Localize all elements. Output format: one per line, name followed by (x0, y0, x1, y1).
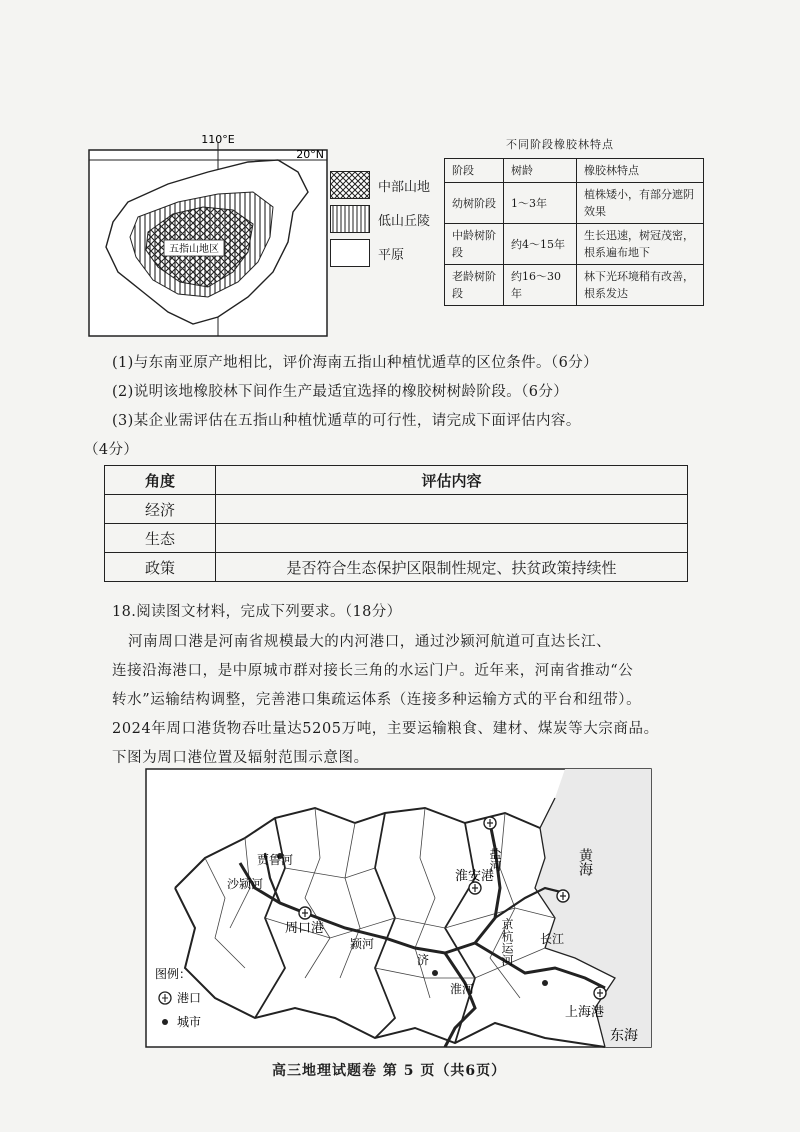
age-cell: 约4～15年 (504, 224, 577, 265)
feature-cell: 林下光环境稍有改善，根系发达 (577, 265, 704, 306)
header-cell: 评估内容 (216, 466, 688, 495)
stage-cell: 老龄树阶段 (445, 265, 504, 306)
table-row (445, 265, 704, 306)
table-row (445, 183, 704, 224)
aspect-cell: 经济 (105, 495, 216, 524)
region-label: 五指山地区 (169, 244, 219, 255)
legend-item-plain (330, 236, 430, 270)
zhoukou-port-map (145, 768, 652, 1048)
longitude-label: 110°E (201, 133, 235, 146)
port-marker-shanghai (594, 987, 606, 999)
hainan-terrain-map (88, 132, 328, 337)
feature-cell: 生长迅速，树冠茂密，根系遍布地下 (577, 224, 704, 265)
east-sea-label: 东海 (610, 1028, 638, 1044)
shanghai-port-label: 上海港 (565, 1005, 605, 1020)
huaian-port-label: 淮安港 (455, 869, 495, 884)
yangtze-river-label: 长江 (540, 932, 565, 946)
header-cell: 橡胶林特点 (577, 159, 704, 183)
legend-label: 低山丘陵 (378, 213, 431, 229)
terrain-legend (330, 168, 430, 270)
header-cell: 阶段 (445, 159, 504, 183)
yan-river-label: 盐河 (488, 848, 502, 872)
stage-cell: 幼树阶段 (445, 183, 504, 224)
legend-port-label: 港口 (177, 991, 202, 1005)
paragraph-line: 连接沿海港口，是中原城市群对接长三角的水运门户。近年来，河南省推动“公 (112, 663, 634, 679)
question-2: (2)说明该地橡胶林下间作生产最适宜选择的橡胶树树龄阶段。（6分） (112, 384, 569, 400)
crosshatch-swatch (330, 171, 370, 199)
legend-title: 图例： (155, 967, 192, 981)
legend-item-mountain (330, 168, 430, 202)
city-dot (432, 970, 438, 976)
feature-cell: 植株矮小，有部分遮阴效果 (577, 183, 704, 224)
table-row (445, 224, 704, 265)
question-1: (1)与东南亚原产地相比，评价海南五指山种植忧遁草的区位条件。（6分） (112, 355, 599, 371)
port-marker-north (484, 817, 496, 829)
paragraph-line: 2024年周口港货物吞吐量达5205万吨，主要运输粮食、建材、煤炭等大宗商品。 (112, 721, 659, 737)
city-dot (542, 980, 548, 986)
yellow-sea-label: 黄海 (577, 848, 593, 876)
ying-river-label: 颍河 (350, 937, 375, 951)
port-marker-coast (557, 890, 569, 902)
evaluation-table (104, 465, 688, 582)
question-3-score: （4分） (84, 442, 139, 458)
stage-cell: 中龄树阶段 (445, 224, 504, 265)
latitude-label: 20°N (296, 148, 324, 161)
paragraph-line: 转水”运输结构调整，完善港口集疏运体系（连接多种运输方式的平台和纽带）。 (112, 692, 642, 708)
header-cell: 角度 (105, 466, 216, 495)
question-3: (3)某企业需评估在五指山种植忧遁草的可行性，请完成下面评估内容。 (112, 413, 581, 429)
header-cell: 树龄 (504, 159, 577, 183)
rubber-stage-table (444, 158, 704, 306)
legend-item-hills (330, 202, 430, 236)
rubber-table-title: 不同阶段橡胶林特点 (506, 138, 614, 151)
content-cell: 是否符合生态保护区限制性规定、扶贫政策持续性 (216, 553, 688, 582)
age-cell: 约16～30年 (504, 265, 577, 306)
ji-label: 济 (417, 953, 430, 967)
paragraph-line: 下图为周口港位置及辐射范围示意图。 (112, 750, 369, 766)
table-row (105, 495, 688, 524)
legend-city-icon (162, 1019, 168, 1025)
jialu-river-label: 贾鲁河 (257, 853, 294, 867)
legend-port-icon (159, 992, 171, 1004)
blank-swatch (330, 239, 370, 267)
legend-city-label: 城市 (177, 1015, 202, 1029)
page-footer: 高三地理试题卷 第 5 页（共6页） (272, 1063, 507, 1079)
huai-river-label: 淮河 (450, 982, 475, 996)
aspect-cell: 生态 (105, 524, 216, 553)
content-cell (216, 524, 688, 553)
table-row (105, 524, 688, 553)
table-header-row (445, 159, 704, 183)
content-cell (216, 495, 688, 524)
paragraph-line: 河南周口港是河南省规模最大的内河港口，通过沙颍河航道可直达长江、 (128, 634, 612, 650)
aspect-cell: 政策 (105, 553, 216, 582)
question-18-title: 18.阅读图文材料，完成下列要求。（18分） (112, 604, 402, 620)
legend-label: 中部山地 (378, 179, 431, 195)
age-cell: 1～3年 (504, 183, 577, 224)
port-marker-zhoukou (299, 907, 311, 919)
shaying-river-label: 沙颍河 (227, 877, 264, 891)
vertical-stripe-swatch (330, 205, 370, 233)
legend-label: 平原 (378, 247, 405, 263)
jinghang-canal-label: 京杭运河 (500, 918, 514, 966)
zhoukou-port-label: 周口港 (285, 921, 325, 936)
table-row (105, 553, 688, 582)
table-header-row (105, 466, 688, 495)
